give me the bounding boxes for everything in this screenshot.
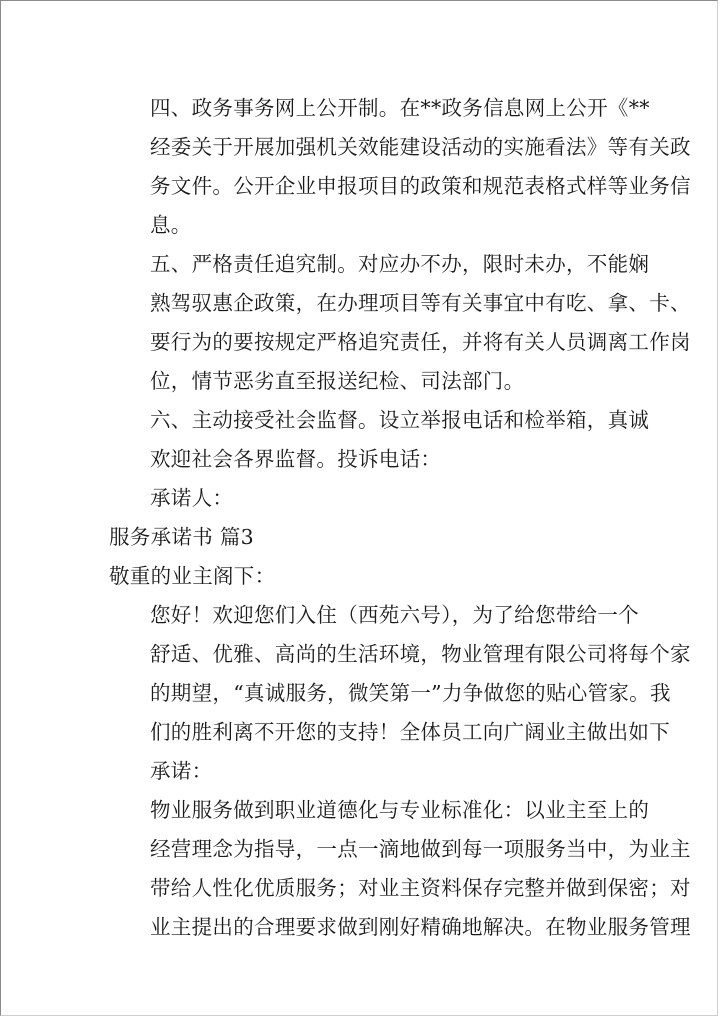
text-line: 欢迎社会各界监督。投诉电话：	[150, 447, 442, 471]
text-line: 服务承诺书 篇3	[109, 525, 254, 549]
text-line: 务文件。公开企业申报项目的政策和规范表格式样等业务信	[150, 174, 691, 198]
text-line: 息。	[150, 213, 192, 237]
text-line: 带给人性化优质服务；对业主资料保存完整并做到保密；对	[150, 876, 691, 900]
text-line: 业主提出的合理要求做到刚好精确地解决。在物业服务管理	[150, 915, 691, 939]
text-line: 六、主动接受社会监督。设立举报电话和检举箱，真诚	[150, 408, 650, 432]
paragraph	[109, 479, 615, 518]
text-line: 要行为的要按规定严格追究责任，并将有关人员调离工作岗	[150, 330, 691, 354]
paragraph	[109, 791, 691, 947]
text-line: 经营理念为指导，一点一滴地做到每一项服务当中，为业主	[150, 837, 691, 861]
paragraph	[109, 557, 615, 596]
text-line: 您好！欢迎您们入住（西苑六号），为了给您带给一个	[150, 603, 639, 627]
text-line: 承诺人：	[150, 486, 234, 510]
text-line: 位，情节恶劣直至报送纪检、司法部门。	[150, 369, 525, 393]
text-line: 熟驾驭惠企政策，在办理项目等有关事宜中有吃、拿、卡、	[150, 291, 691, 315]
text-line: 敬重的业主阁下：	[109, 564, 276, 588]
text-line: 承诺：	[150, 759, 213, 783]
text-line: 五、严格责任追究制。对应办不办，限时未办，不能娴	[150, 252, 650, 276]
paragraph	[109, 89, 691, 245]
paragraph	[109, 596, 691, 791]
paragraph	[109, 401, 650, 479]
text-line: 四、政务事务网上公开制。在**政务信息网上公开《**	[150, 96, 650, 120]
text-line: 们的胜利离不开您的支持！全体员工向广阔业主做出如下	[150, 720, 670, 744]
text-line: 经委关于开展加强机关效能建设活动的实施看法》等有关政	[150, 135, 691, 159]
document-body	[109, 89, 691, 947]
paragraph	[109, 245, 691, 401]
text-line: 的期望，“真诚服务，微笑第一”力争做您的贴心管家。我	[150, 681, 671, 705]
text-line: 舒适、优雅、高尚的生活环境，物业管理有限公司将每个家	[150, 642, 691, 666]
text-line: 物业服务做到职业道德化与专业标准化：以业主至上的	[150, 798, 650, 822]
paragraph	[109, 518, 615, 557]
